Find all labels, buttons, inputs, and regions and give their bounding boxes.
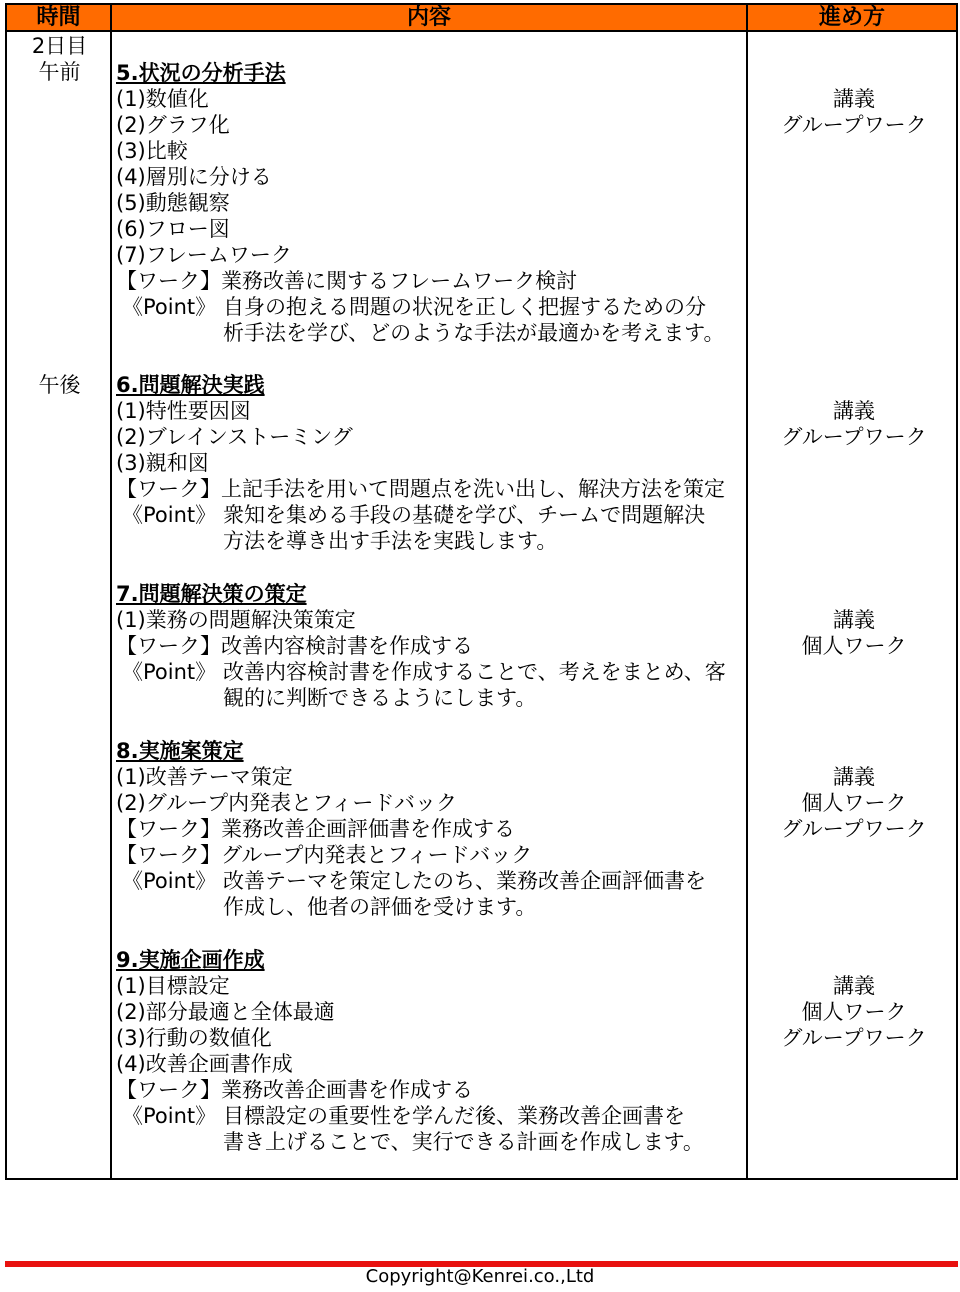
work-item: 【ワーク】業務改善に関するフレームワーク検討: [116, 269, 578, 293]
section-5: [116, 60, 746, 346]
list-item: (3)行動の数値化: [116, 1026, 272, 1050]
point-text: 自身の抱える問題の状況を正しく把握するための分: [223, 295, 706, 319]
point-label: 《Point》: [122, 660, 217, 684]
method-item: グループワーク: [781, 113, 927, 137]
method-item: 講義: [833, 974, 875, 998]
point-text: 衆知を集める手段の基礎を学び、チームで問題解決: [223, 503, 706, 527]
list-item: (3)比較: [116, 139, 188, 163]
section-title: 6.問題解決実践: [116, 373, 265, 397]
day-label: 2日目: [31, 34, 88, 58]
section-8: [116, 738, 746, 920]
section-6: [116, 372, 746, 554]
point-text: 観的に判断できるようにします。: [223, 686, 537, 710]
section-9: [116, 947, 746, 1155]
header-time: 時間: [7, 5, 112, 32]
list-item: (2)部分最適と全体最適: [116, 1000, 335, 1024]
header-method: 進め方: [748, 5, 956, 32]
work-item: 【ワーク】上記手法を用いて問題点を洗い出し、解決方法を策定: [116, 477, 725, 501]
method-item: グループワーク: [781, 817, 927, 841]
work-item: 【ワーク】業務改善企画書を作成する: [116, 1078, 473, 1102]
schedule-table: [5, 3, 958, 1180]
list-item: (1)業務の問題解決策策定: [116, 608, 356, 632]
list-item: (2)グループ内発表とフィードバック: [116, 791, 457, 815]
point-text: 改善テーマを策定したのち、業務改善企画評価書を: [223, 869, 706, 893]
point-text: 目標設定の重要性を学んだ後、業務改善企画書を: [223, 1104, 685, 1128]
method-item: 講義: [833, 608, 875, 632]
method-cell: [750, 86, 958, 138]
list-item: (7)フレームワーク: [116, 243, 292, 267]
list-item: (4)改善企画書作成: [116, 1052, 293, 1076]
method-item: 講義: [833, 87, 875, 111]
point-label: 《Point》: [122, 503, 217, 527]
section-title: 8.実施案策定: [116, 739, 244, 763]
point-block: [116, 868, 746, 920]
list-item: (3)親和図: [116, 451, 209, 475]
work-item: 【ワーク】グループ内発表とフィードバック: [116, 843, 533, 867]
time-cell: [7, 33, 112, 85]
list-item: (6)フロー図: [116, 217, 230, 241]
method-cell: [750, 607, 958, 659]
point-text: 析手法を学び、どのような手法が最適かを考えます。: [223, 321, 725, 345]
method-item: グループワーク: [781, 425, 927, 449]
method-item: 個人ワーク: [801, 791, 907, 815]
section-title: 5.状況の分析手法: [116, 61, 286, 85]
point-label: 《Point》: [122, 869, 217, 893]
point-block: [116, 502, 746, 554]
section-7: [116, 581, 746, 711]
list-item: (5)動態観察: [116, 191, 230, 215]
method-cell: [750, 764, 958, 842]
list-item: (2)ブレインストーミング: [116, 425, 353, 449]
point-block: [116, 1103, 746, 1155]
method-cell: [750, 398, 958, 450]
point-label: 《Point》: [122, 295, 217, 319]
method-item: グループワーク: [781, 1026, 927, 1050]
copyright-text: Copyright@Kenrei.co.,Ltd: [365, 1266, 595, 1287]
point-text: 作成し、他者の評価を受けます。: [223, 895, 537, 919]
method-item: 個人ワーク: [801, 634, 907, 658]
column-divider: [110, 32, 112, 1178]
list-item: (1)数値化: [116, 87, 209, 111]
header-content: 内容: [112, 5, 748, 32]
method-cell: [750, 973, 958, 1051]
column-divider: [746, 32, 748, 1178]
method-item: 講義: [833, 399, 875, 423]
work-item: 【ワーク】改善内容検討書を作成する: [116, 634, 473, 658]
point-text: 書き上げることで、実行できる計画を作成します。: [223, 1130, 704, 1154]
work-item: 【ワーク】業務改善企画評価書を作成する: [116, 817, 515, 841]
list-item: (2)グラフ化: [116, 113, 230, 137]
list-item: (1)改善テーマ策定: [116, 765, 293, 789]
point-text: 改善内容検討書を作成することで、考えをまとめ、客: [223, 660, 726, 684]
point-block: [116, 659, 746, 711]
list-item: (4)層別に分ける: [116, 165, 272, 189]
morning-label: 午前: [38, 60, 81, 84]
list-item: (1)目標設定: [116, 974, 230, 998]
list-item: (1)特性要因図: [116, 399, 251, 423]
method-item: 個人ワーク: [801, 1000, 907, 1024]
method-item: 講義: [833, 765, 875, 789]
point-label: 《Point》: [122, 1104, 217, 1128]
point-text: 方法を導き出す手法を実践します。: [223, 529, 558, 553]
section-title: 7.問題解決策の策定: [116, 582, 307, 606]
afternoon-label: 午後: [38, 373, 81, 397]
section-title: 9.実施企画作成: [116, 948, 265, 972]
point-block: [116, 294, 746, 346]
